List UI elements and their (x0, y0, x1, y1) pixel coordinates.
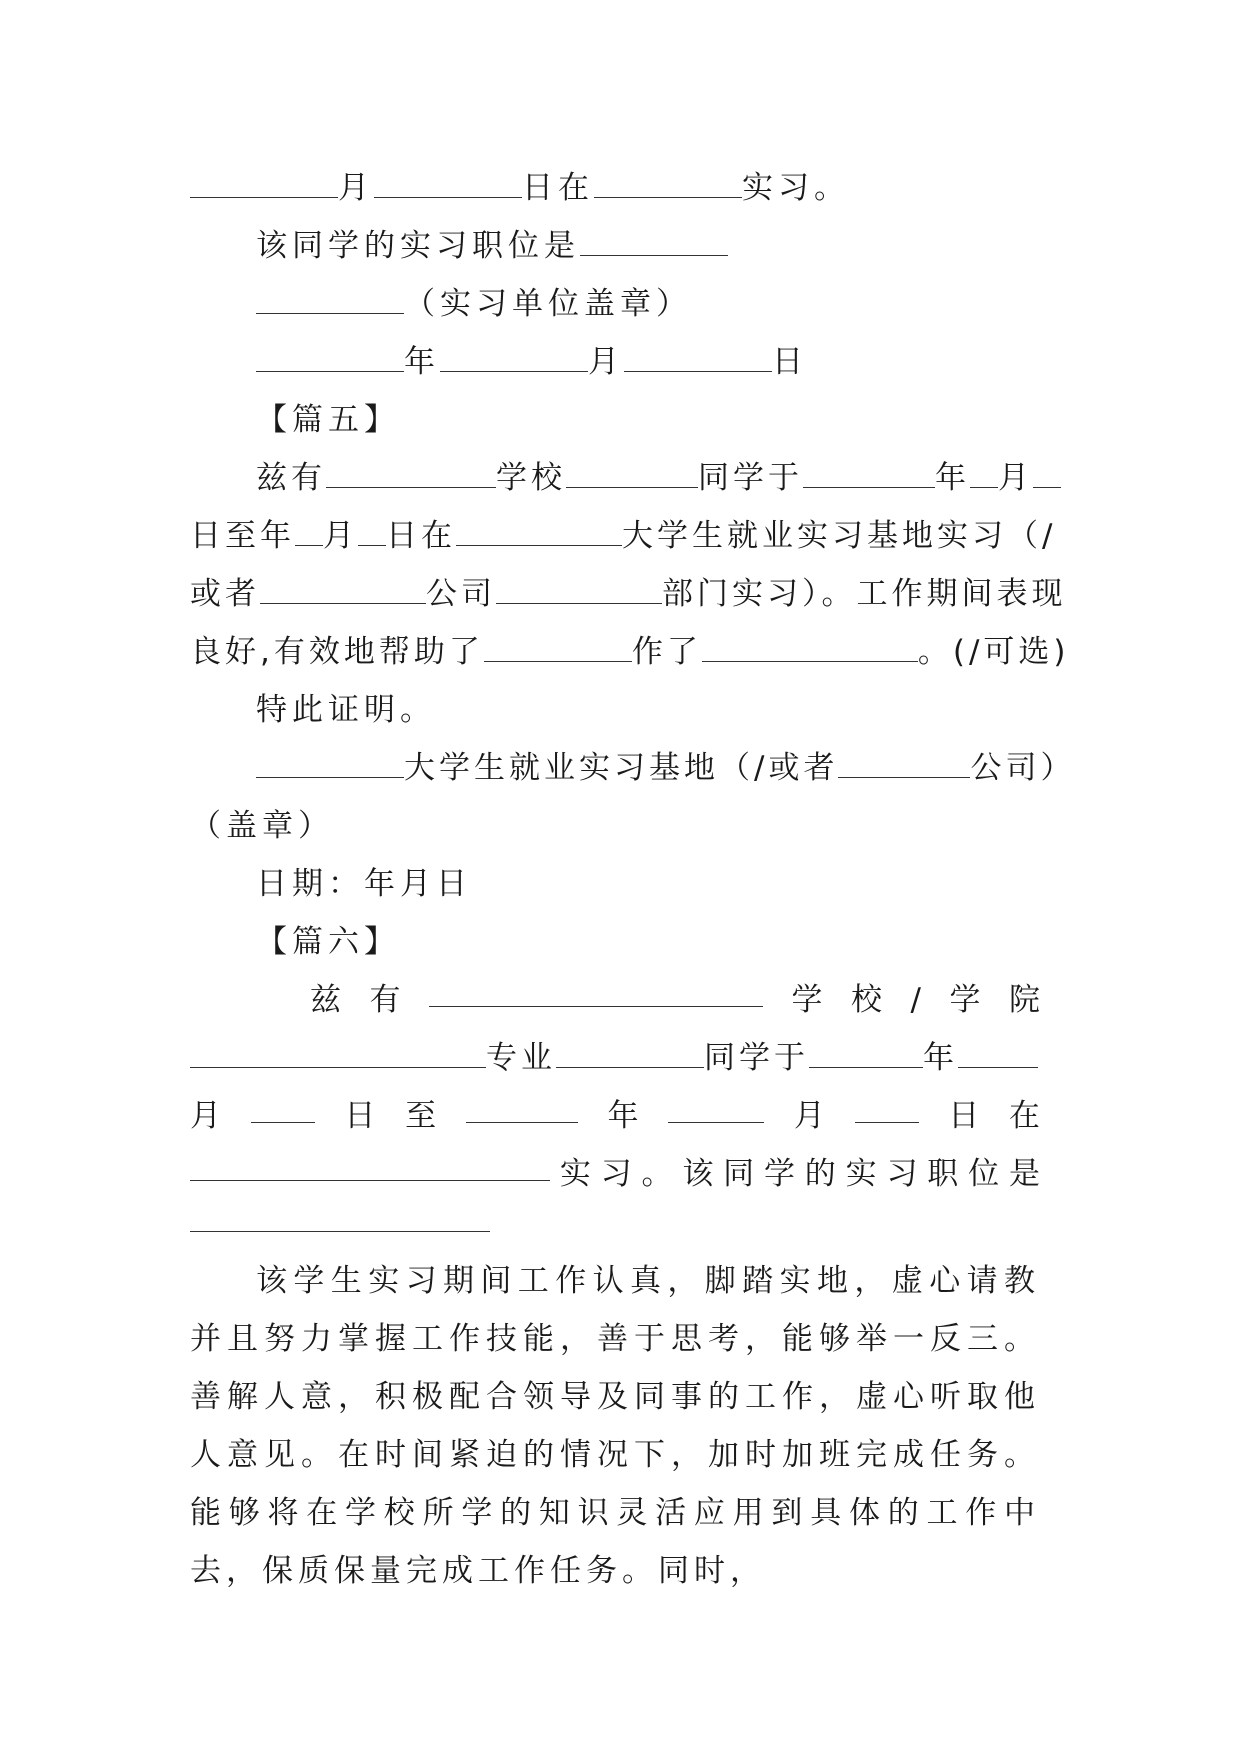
s5-date (256, 864, 472, 904)
text: 公司 (426, 576, 496, 612)
blank (1033, 461, 1061, 488)
blank (702, 635, 918, 662)
blank (594, 171, 742, 198)
char: 。 (641, 1156, 673, 1192)
section-title-text: 【篇六】 (256, 924, 400, 960)
char: 习 (886, 1156, 918, 1192)
blank (809, 1041, 923, 1068)
blank (556, 1041, 704, 1068)
s5-line-2 (190, 516, 1056, 556)
position-blank-line (190, 1231, 490, 1232)
blank (566, 461, 698, 488)
char: 兹 (310, 982, 341, 1018)
char: 实 (559, 1156, 591, 1192)
blank (374, 171, 522, 198)
char: 位 (968, 1156, 1000, 1192)
blank (624, 345, 772, 372)
s6-line-4 (190, 1154, 1040, 1194)
char: 是 (1008, 1156, 1040, 1192)
text-line-4 (256, 342, 808, 382)
blank (190, 171, 338, 198)
text: 或者 (190, 576, 260, 612)
blank (496, 577, 662, 604)
text: 学校 (496, 460, 566, 496)
char: 实 (845, 1156, 877, 1192)
blank (251, 1096, 315, 1123)
text: 大学生就业实习基地（/或者 (404, 750, 839, 786)
blank (855, 1096, 919, 1123)
blank (456, 519, 622, 546)
text-day-at: 日在 (522, 170, 594, 206)
s5-line-6 (256, 748, 1075, 788)
s5-line-3 (190, 574, 1067, 614)
text: 月 (998, 460, 1033, 496)
text: 日至年 (190, 518, 295, 554)
blank (256, 345, 404, 372)
text: 月 (323, 518, 358, 554)
text-position: 该同学的实习职位是 (256, 228, 580, 264)
blank (256, 287, 404, 314)
char: 月 (793, 1098, 825, 1134)
text: （盖章） (190, 808, 334, 844)
s5-stamp (190, 806, 334, 846)
s5-line-4 (190, 632, 1070, 672)
blank (970, 461, 998, 488)
blank (440, 345, 588, 372)
text: 部门实习）。工作期间表现 (662, 576, 1067, 612)
blank (803, 461, 935, 488)
char: 有 (369, 982, 401, 1018)
text-year: 年 (404, 344, 440, 380)
blank (838, 751, 970, 778)
char: 习 (600, 1156, 632, 1192)
text: 公司） (970, 750, 1076, 786)
char: 校 (851, 982, 882, 1018)
blank (668, 1096, 764, 1123)
s5-line-1 (256, 458, 1061, 498)
text-intern: 实习。 (742, 170, 850, 206)
text: 。(/可选) (917, 634, 1070, 670)
s6-line-1 (310, 980, 1040, 1020)
char: 的 (804, 1156, 836, 1192)
text: 日在 (386, 518, 456, 554)
char: 至 (405, 1098, 437, 1134)
text-stamp-note: （实习单位盖章） (404, 286, 692, 322)
text-line-2 (256, 226, 728, 266)
blank (466, 1096, 578, 1123)
text-line-1 (190, 168, 850, 208)
text: 同学于 (698, 460, 803, 496)
text-month: 月 (338, 170, 374, 206)
blank (429, 980, 763, 1007)
blank (295, 519, 323, 546)
char: 学 (763, 1156, 795, 1192)
blank (358, 519, 386, 546)
text-line-3 (256, 284, 692, 324)
s5-certify (256, 690, 436, 730)
text: 大学生就业实习基地实习（/ (622, 518, 1057, 554)
char: 同 (723, 1156, 755, 1192)
char: 学 (791, 982, 823, 1018)
section-title-6 (256, 922, 400, 962)
section-title-5 (256, 400, 400, 440)
text: 作了 (631, 634, 702, 670)
blank (190, 1041, 486, 1068)
text-day: 日 (772, 344, 808, 380)
blank (958, 1041, 1038, 1068)
text: 良好,有效地帮助了 (190, 634, 484, 670)
blank (256, 751, 404, 778)
s6-line-2 (190, 1038, 1038, 1078)
char: 年 (607, 1098, 639, 1134)
text: 年 (935, 460, 970, 496)
body-paragraph: 该学生实习期间工作认真，脚踏实地，虚心请教并且努力掌握工作技能，善于思考，能够举一反三。善解人意，积极配合领导及同事的工作，虚心听取他人意见。在时间紧迫的情况下，加时加班完成任务。能够将在学校所学的知识灵活应用到具体的工作中去，保质保量完成工作任务。同时， (190, 1263, 1040, 1589)
char: 职 (927, 1156, 959, 1192)
text-month: 月 (588, 344, 624, 380)
blank (260, 577, 426, 604)
text: 日期：年月日 (256, 866, 472, 902)
char: 在 (1008, 1098, 1040, 1134)
char: 日 (344, 1098, 376, 1134)
s6-line-3 (190, 1096, 1040, 1136)
section-title-text: 【篇五】 (256, 402, 400, 438)
blank (190, 1154, 550, 1181)
char: 院 (1008, 982, 1040, 1018)
char: 该 (682, 1156, 714, 1192)
text: 同学于 (704, 1040, 809, 1076)
char: 学 (949, 982, 981, 1018)
text: 兹有 (256, 460, 326, 496)
text: 年 (923, 1040, 958, 1076)
blank (580, 229, 728, 256)
text: 特此证明。 (256, 692, 436, 728)
char: 月 (190, 1098, 221, 1134)
blank (484, 635, 632, 662)
text: 专业 (486, 1040, 556, 1076)
char: / (910, 982, 921, 1018)
char: 日 (948, 1098, 980, 1134)
blank (326, 461, 496, 488)
